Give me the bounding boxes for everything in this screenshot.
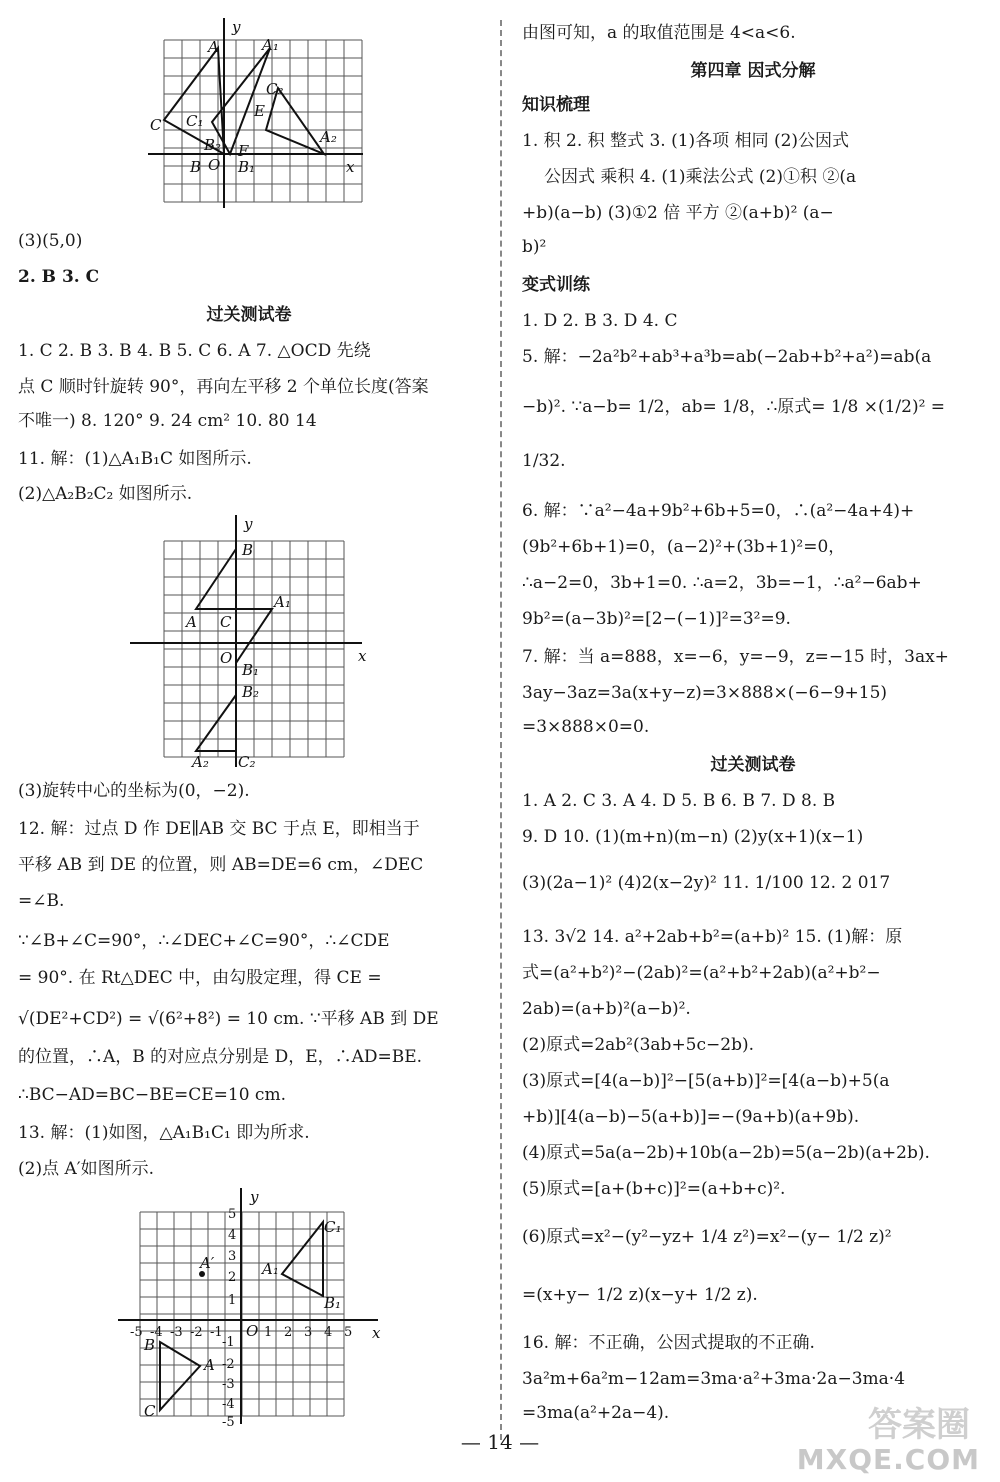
fig3-label-b: B xyxy=(144,1336,156,1354)
fig1-label-b2: B₂ xyxy=(204,136,222,154)
fig2-label-a2: A₂ xyxy=(192,753,209,771)
right-section-title: 过关测试卷 xyxy=(710,755,796,775)
fig2-label-c: C xyxy=(220,613,232,631)
right-line-12: 1/32. xyxy=(522,451,566,471)
fig3-xtick: -1 xyxy=(210,1325,223,1340)
fig3-label-x: x xyxy=(372,1324,381,1342)
fig2-label-a1: A₁ xyxy=(274,593,291,611)
right-line-34: 16. 解：不正确，公因式提取的不正确. xyxy=(522,1333,815,1353)
left-line-15: √(DE²+CD²) = √(6²+8²) = 10 cm. ∵平移 AB 到 DE xyxy=(18,1009,439,1029)
right-line-32: (6)原式=x²−(y²−yz+ 1/4 z²)=x²−(y− 1/2 z)² xyxy=(522,1227,892,1247)
fig2-label-c2: C₂ xyxy=(238,753,256,771)
right-line-24: 13. 3√2 14. a²+2ab+b²=(a+b)² 15. (1)解：原 xyxy=(522,927,903,947)
fig3-ytick: 1 xyxy=(228,1293,237,1308)
fig2-label-a: A xyxy=(186,613,197,631)
fig3-xtick: 5 xyxy=(344,1325,353,1340)
fig1-label-c2: C₂ xyxy=(266,80,284,98)
fig3-xtick: 4 xyxy=(324,1325,333,1340)
watermark-logo: 答案圈 xyxy=(868,1405,970,1445)
fig3-label-y: y xyxy=(250,1188,259,1206)
figure-1-coordinate-grid xyxy=(148,18,378,218)
right-line-30: (4)原式=5a(a−2b)+10b(a−2b)=5(a−2b)(a+2b). xyxy=(522,1143,930,1163)
right-line-23: (3)(2a−1)² (4)2(x−2y)² 11. 1/100 12. 2 017 xyxy=(522,873,891,893)
fig1-label-a: A xyxy=(208,38,219,56)
section-practice: 变式训练 xyxy=(522,275,590,295)
fig3-ytick: 5 xyxy=(228,1207,237,1222)
fig1-label-o: O xyxy=(208,156,221,174)
left-line-7: 11. 解：(1)△A₁B₁C 如图所示. xyxy=(18,449,252,469)
fig3-ytick: 4 xyxy=(228,1228,237,1243)
fig1-label-x: x xyxy=(346,158,355,176)
fig3-label-a1: A₁ xyxy=(262,1260,279,1278)
right-line-29: +b)][4(a−b)−5(a+b)]=−(9a+b)(a+9b). xyxy=(522,1107,860,1127)
right-line-1: 由图可知，a 的取值范围是 4<a<6. xyxy=(522,23,796,43)
right-line-6: +b)(a−b) (3)①2 倍 平方 ②(a+b)² (a− xyxy=(522,203,834,223)
fig3-xtick: 3 xyxy=(304,1325,313,1340)
left-line-11: 平移 AB 到 DE 的位置，则 AB=DE=6 cm，∠DEC xyxy=(18,855,424,875)
fig2-label-b1: B₁ xyxy=(242,661,260,679)
figure-2-coordinate-grid xyxy=(130,515,380,775)
left-line-5: 点 C 顺时针旋转 90°，再向左平移 2 个单位长度(答案 xyxy=(18,377,429,397)
right-line-33: =(x+y− 1/2 z)(x−y+ 1/2 z). xyxy=(522,1285,758,1305)
right-line-28: (3)原式=[4(a−b)]²−[5(a+b)]²=[4(a−b)+5(a xyxy=(522,1071,890,1091)
fig1-label-f: F xyxy=(238,142,249,160)
right-line-16: 9b²=(a−3b)²=[2−(−1)]²=3²=9. xyxy=(522,609,791,629)
fig3-label-c1: C₁ xyxy=(324,1218,342,1236)
left-line-12: =∠B. xyxy=(18,891,65,911)
right-line-21: 1. A 2. C 3. A 4. D 5. B 6. B 7. D 8. B xyxy=(522,791,836,811)
fig3-xtick: -3 xyxy=(170,1325,183,1340)
left-line-17: ∴BC−AD=BC−BE=CE=10 cm. xyxy=(18,1085,286,1105)
fig3-ytick: -5 xyxy=(222,1415,235,1428)
fig2-label-b2: B₂ xyxy=(242,683,260,701)
right-line-14: (9b²+6b+1)=0，(a−2)²+(3b+1)²=0， xyxy=(522,537,846,557)
fig3-ytick: 3 xyxy=(228,1249,237,1264)
right-line-11: −b)². ∵a−b= 1/2，ab= 1/8，∴原式= 1/8 ×(1/2)² = xyxy=(522,397,946,417)
right-line-25: 式=(a²+b²)²−(2ab)²=(a²+b²+2ab)(a²+b²− xyxy=(522,963,881,983)
fig3-label-a-prime: A′ xyxy=(200,1254,215,1272)
right-line-5: 公因式 乘积 4. (1)乘法公式 (2)①积 ②(a xyxy=(544,167,857,187)
chapter-title: 第四章 因式分解 xyxy=(690,61,816,81)
fig1-label-c: C xyxy=(150,116,162,134)
fig1-label-y: y xyxy=(232,18,241,36)
fig3-xtick: -2 xyxy=(190,1325,203,1340)
fig3-ytick: -2 xyxy=(222,1357,235,1372)
fig1-label-b: B xyxy=(190,158,202,176)
fig3-label-c: C xyxy=(144,1402,156,1420)
fig3-ytick: -4 xyxy=(222,1397,235,1412)
left-line-2: 2. B 3. C xyxy=(18,267,100,287)
left-line-9: (3)旋转中心的坐标为(0，−2). xyxy=(18,781,250,801)
fig3-label-b1: B₁ xyxy=(324,1294,342,1312)
fig1-label-e: E xyxy=(254,102,265,120)
fig3-ytick: -1 xyxy=(222,1335,235,1350)
left-line-6: 不唯一) 8. 120° 9. 24 cm² 10. 80 14 xyxy=(18,411,317,431)
right-line-27: (2)原式=2ab²(3ab+5c−2b). xyxy=(522,1035,754,1055)
right-line-10: 5. 解：−2a²b²+ab³+a³b=ab(−2ab+b²+a²)=ab(a xyxy=(522,347,932,367)
fig1-label-b1: B₁ xyxy=(238,158,256,176)
page-number: — 14 — xyxy=(460,1430,540,1454)
right-line-9: 1. D 2. B 3. D 4. C xyxy=(522,311,678,331)
fig3-xtick: -4 xyxy=(150,1325,163,1340)
fig2-label-y: y xyxy=(244,515,253,533)
fig3-label-a: A xyxy=(204,1356,215,1374)
fig3-ytick: -3 xyxy=(222,1377,235,1392)
right-line-15: ∴a−2=0，3b+1=0. ∴a=2，3b=−1，∴a²−6ab+ xyxy=(522,573,922,593)
section-knowledge: 知识梳理 xyxy=(522,95,590,115)
fig3-xtick: -5 xyxy=(130,1325,143,1340)
right-line-31: (5)原式=[a+(b+c)]²=(a+b+c)². xyxy=(522,1179,786,1199)
watermark-url: MXQE.COM xyxy=(796,1443,980,1476)
column-divider xyxy=(500,20,502,1440)
fig3-xtick: 2 xyxy=(284,1325,293,1340)
fig1-label-a1: A₁ xyxy=(262,36,279,54)
left-line-14: = 90°. 在 Rt△DEC 中，由勾股定理，得 CE = xyxy=(18,968,382,988)
right-line-36: =3ma(a²+2a−4). xyxy=(522,1403,670,1423)
left-line-13: ∵∠B+∠C=90°，∴∠DEC+∠C=90°，∴∠CDE xyxy=(18,931,390,951)
fig2-label-o: O xyxy=(220,649,233,667)
left-line-18: 13. 解：(1)如图，△A₁B₁C₁ 即为所求. xyxy=(18,1123,310,1143)
right-line-35: 3a²m+6a²m−12am=3ma·a²+3ma·2a−3ma·4 xyxy=(522,1369,906,1389)
right-line-13: 6. 解：∵a²−4a+9b²+6b+5=0，∴(a²−4a+4)+ xyxy=(522,501,915,521)
left-line-19: (2)点 A′如图所示. xyxy=(18,1159,155,1179)
left-section-title: 过关测试卷 xyxy=(206,305,292,325)
right-line-19: =3×888×0=0. xyxy=(522,717,650,737)
fig1-label-a2: A₂ xyxy=(320,128,337,146)
fig3-label-o: O xyxy=(246,1322,259,1340)
figure-3-coordinate-grid xyxy=(118,1188,388,1428)
fig3-ytick: 2 xyxy=(228,1270,237,1285)
left-line-4: 1. C 2. B 3. B 4. B 5. C 6. A 7. △OCD 先绕 xyxy=(18,341,371,361)
right-line-4: 1. 积 2. 积 整式 3. (1)各项 相同 (2)公因式 xyxy=(522,131,850,151)
fig3-xtick: 1 xyxy=(264,1325,273,1340)
right-line-17: 7. 解：当 a=888，x=−6，y=−9，z=−15 时，3ax+ xyxy=(522,647,949,667)
right-line-22: 9. D 10. (1)(m+n)(m−n) (2)y(x+1)(x−1) xyxy=(522,827,864,847)
left-line-10: 12. 解：过点 D 作 DE∥AB 交 BC 于点 E，即相当于 xyxy=(18,819,420,839)
right-line-18: 3ay−3az=3a(x+y−z)=3×888×(−6−9+15) xyxy=(522,683,888,703)
left-line-8: (2)△A₂B₂C₂ 如图所示. xyxy=(18,484,193,504)
fig2-label-x: x xyxy=(358,647,367,665)
fig1-label-c1: C₁ xyxy=(186,112,204,130)
fig2-label-b: B xyxy=(242,541,254,559)
left-line-1: (3)(5,0) xyxy=(18,231,83,251)
left-line-16: 的位置，∴A，B 的对应点分别是 D，E，∴AD=BE. xyxy=(18,1047,423,1067)
right-line-26: 2ab)=(a+b)²(a−b)². xyxy=(522,999,691,1019)
right-line-7: b)² xyxy=(522,237,547,257)
